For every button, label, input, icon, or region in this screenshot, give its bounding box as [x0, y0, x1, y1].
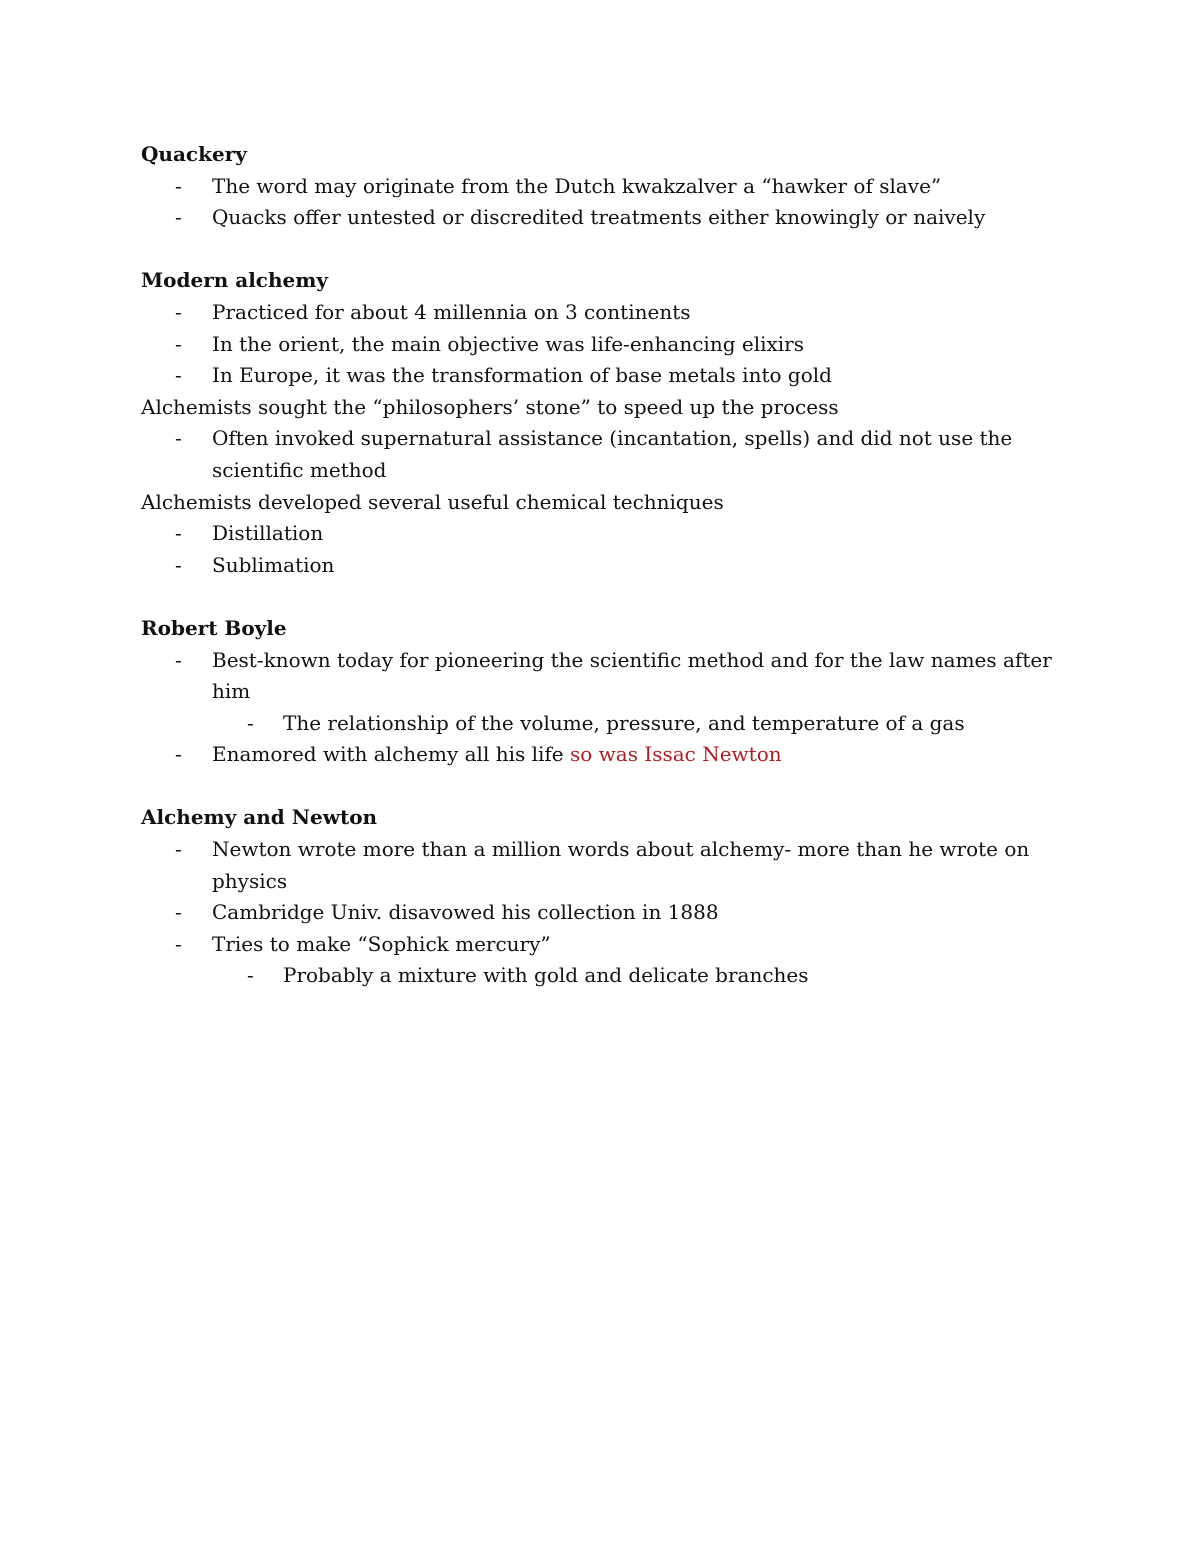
list-subitem [141, 708, 1071, 740]
section-gap [141, 234, 1071, 266]
list-item [141, 329, 1071, 361]
paragraph-chemical-techniques: Alchemists developed several useful chemical techniques [141, 489, 724, 514]
bullet-dash: - [175, 363, 182, 388]
list-item [141, 518, 1071, 550]
list-item-text: In the orient, the main objective was life-enhancing elixirs [212, 331, 804, 356]
bullet-dash: - [175, 521, 182, 546]
list-item [141, 360, 1071, 392]
bullet-dash: - [175, 299, 182, 324]
list-item-text: The word may originate from the Dutch kwakzalver a “hawker of slave” [212, 173, 942, 198]
list-item-text: Quacks offer untested or discredited treatments either knowingly or naively [212, 205, 986, 230]
bullet-dash: - [175, 331, 182, 356]
list-item-text: The relationship of the volume, pressure, and temperature of a gas [283, 710, 965, 735]
bullet-dash: - [175, 426, 182, 451]
list-item [141, 929, 1071, 961]
list-item-text: Cambridge Univ. disavowed his collection in 1888 [212, 900, 719, 925]
list-item-text: Best-known today for pioneering the scientific method and for the law names after him [212, 647, 1052, 704]
list-item [141, 645, 1071, 708]
bullet-dash: - [175, 900, 182, 925]
list-item-text: Enamored with alchemy all his life [212, 742, 570, 767]
highlighted-text: so was Issac Newton [569, 742, 782, 767]
bullet-dash: - [175, 931, 182, 956]
bullet-dash: - [175, 205, 182, 230]
list-item-text: Probably a mixture with gold and delicate branches [283, 963, 809, 988]
document-body [141, 139, 1071, 992]
bullet-dash: - [175, 742, 182, 767]
list-item-text: Distillation [212, 521, 324, 546]
list-item-text: Sublimation [212, 552, 335, 577]
list-item [141, 550, 1071, 582]
bullet-dash: - [175, 173, 182, 198]
bullet-dash: - [247, 710, 254, 735]
list-item [141, 297, 1071, 329]
list-item-text: Tries to make “Sophick mercury” [212, 931, 551, 956]
paragraph-philosophers-stone: Alchemists sought the “philosophers’ stone” to speed up the process [141, 394, 839, 419]
list-item [141, 897, 1071, 929]
list-item [141, 202, 1071, 234]
section-heading-alchemy-and-newton: Alchemy and Newton [141, 805, 378, 830]
list-subitem [141, 960, 1071, 992]
bullet-dash: - [175, 552, 182, 577]
section-heading-robert-boyle: Robert Boyle [141, 615, 287, 640]
section-gap [141, 771, 1071, 803]
list-item-text: Newton wrote more than a million words about alchemy- more than he wrote on physics [212, 837, 1030, 893]
list-item [141, 739, 1071, 771]
list-item [141, 171, 1071, 203]
section-heading-modern-alchemy: Modern alchemy [141, 268, 329, 293]
list-item-text: In Europe, it was the transformation of base metals into gold [212, 363, 832, 388]
list-item [141, 423, 1071, 486]
list-item [141, 834, 1071, 897]
bullet-dash: - [247, 963, 254, 988]
section-heading-quackery: Quackery [141, 142, 247, 166]
bullet-dash: - [175, 647, 182, 672]
list-item-text: Practiced for about 4 millennia on 3 continents [212, 299, 691, 324]
bullet-dash: - [175, 837, 182, 862]
section-gap [141, 581, 1071, 613]
list-item-text: Often invoked supernatural assistance (incantation, spells) and did not use the scientific method [212, 426, 1013, 482]
